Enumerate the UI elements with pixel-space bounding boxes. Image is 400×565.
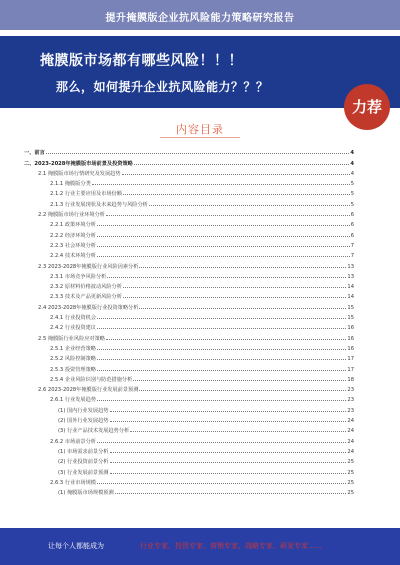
toc-leader-dots <box>134 164 350 165</box>
toc-entry-title: 一、前言 <box>24 150 45 157</box>
toc-entry-page: 6 <box>350 212 354 219</box>
toc-leader-dots <box>97 442 346 443</box>
toc-leader-dots <box>97 225 350 226</box>
toc-entry-title: 2.2.3 社会环境分析 <box>50 242 96 249</box>
toc-entry-title: 2.3 2023-2028年掩膜版行业风险因素分析 <box>38 263 139 270</box>
toc-entry-page: 25 <box>347 459 354 466</box>
toc-entry-page: 16 <box>347 345 354 352</box>
toc-entry[interactable] <box>24 197 354 207</box>
toc-entry-page: 4 <box>350 150 354 157</box>
toc-leader-dots <box>97 483 346 484</box>
toc-leader-dots <box>46 153 350 154</box>
toc-entry-page: 23 <box>347 387 354 394</box>
toc-entry-title: 2.5.2 风险控制策略 <box>50 356 96 363</box>
toc-entry-page: 24 <box>347 438 354 445</box>
toc-leader-dots <box>123 287 346 288</box>
toc-entry-title: 2.5.1 企业经营策略 <box>50 345 96 352</box>
toc-leader-dots <box>110 411 347 412</box>
toc-entry[interactable] <box>24 167 354 177</box>
toc-entry-title: (2) 行业投资前景分析 <box>58 459 109 466</box>
toc-entry-title: 2.3.2 原材料价格波动风险分析 <box>50 284 122 291</box>
toc-divider <box>160 137 240 138</box>
toc-entry-title: (1) 国内行业发展趋势 <box>58 407 109 414</box>
toc-entry-page: 7 <box>350 242 354 249</box>
toc-entry-title: 2.4.2 行业投资建议 <box>50 325 96 332</box>
toc-leader-dots <box>92 184 350 185</box>
toc-entry-title: 2.6 2023-2028年掩膜版行业发展前景预测 <box>38 387 139 394</box>
toc-entry-title: 2.1.3 行业发展现状及未来趋势与风险分析 <box>50 201 148 208</box>
toc-entry-title: 2.6.3 行业市场规模 <box>50 479 96 486</box>
toc-entry-page: 14 <box>347 284 354 291</box>
toc-entry[interactable] <box>24 300 354 310</box>
toc-entry-page: 25 <box>347 479 354 486</box>
toc-entry-title: 2.2.2 经济环境分析 <box>50 232 96 239</box>
toc-entry-title: 2.2.4 技术环境分析 <box>50 253 96 260</box>
toc-leader-dots <box>97 256 350 257</box>
toc-entry-page: 4 <box>350 170 354 177</box>
toc-entry-title: 2.1.2 行业主要应用及市场份额 <box>50 191 122 198</box>
toc-leader-dots <box>97 370 346 371</box>
toc-entry-title: (1) 掩膜版市场规模预测 <box>58 490 114 497</box>
toc-entry[interactable] <box>24 476 354 486</box>
toc-entry[interactable] <box>24 383 354 393</box>
toc-entry[interactable] <box>24 486 354 496</box>
report-title: 提升掩膜版企业抗风险能力策略研究报告 <box>105 13 295 24</box>
toc-entry[interactable] <box>24 249 354 259</box>
toc-entry-title: 2.5.4 企业风险识别与防范措施分析 <box>50 376 133 383</box>
toc-entry[interactable] <box>24 146 354 156</box>
toc-entry[interactable] <box>24 321 354 331</box>
toc-entry-page: 24 <box>347 418 354 425</box>
toc-entry-page: 23 <box>347 407 354 414</box>
toc-entry-page: 5 <box>350 191 354 198</box>
toc-entry-page: 17 <box>347 366 354 373</box>
toc-entry-page: 5 <box>350 201 354 208</box>
toc-entry[interactable] <box>24 393 354 403</box>
toc-entry-page: 24 <box>347 428 354 435</box>
toc-entry-page: 23 <box>347 397 354 404</box>
toc-entry[interactable] <box>24 290 354 300</box>
toc-leader-dots <box>139 267 346 268</box>
toc-entry-page: 6 <box>350 232 354 239</box>
toc-leader-dots <box>123 194 350 195</box>
toc-entry-page: 24 <box>347 448 354 455</box>
toc-entry-title: 2.2 掩膜版市场行业环境分析 <box>38 212 105 219</box>
toc-entry-title: (2) 国外行业发展趋势 <box>58 418 109 425</box>
report-footer <box>0 528 400 565</box>
toc-entry-page: 18 <box>347 376 354 383</box>
toc-entry[interactable] <box>24 228 354 238</box>
toc-entry-page: 17 <box>347 356 354 363</box>
toc-leader-dots <box>139 308 346 309</box>
toc-entry-page: 25 <box>347 469 354 476</box>
toc-leader-dots <box>106 215 350 216</box>
toc-leader-dots <box>133 380 346 381</box>
report-header <box>0 0 400 30</box>
toc-title: 内容目录 <box>176 123 224 136</box>
toc-leader-dots <box>110 452 347 453</box>
toc-entry[interactable] <box>24 239 354 249</box>
toc-leader-dots <box>97 349 346 350</box>
toc-leader-dots <box>97 400 346 401</box>
toc-entry[interactable] <box>24 218 354 228</box>
toc-entry[interactable] <box>24 280 354 290</box>
toc-entry[interactable] <box>24 311 354 321</box>
toc-entry-title: 2.1.1 掩膜版分类 <box>50 181 91 188</box>
banner-headline: 掩膜版市场都有哪些风险！！！ <box>40 53 243 69</box>
toc-entry[interactable] <box>24 373 354 383</box>
footer-roles: 行业专家、投资专家、营销专家、战略专家、研发专家…… <box>140 542 322 550</box>
toc-entry-page: 7 <box>350 253 354 260</box>
table-of-contents <box>24 146 354 496</box>
toc-entry[interactable] <box>24 403 354 413</box>
toc-leader-dots <box>139 390 346 391</box>
toc-leader-dots <box>97 318 346 319</box>
toc-entry-title: 2.4.1 行业投资机会 <box>50 315 96 322</box>
recommend-seal: 力荐 <box>344 84 390 130</box>
footer-slogan: 让每个人都能成为 <box>48 542 104 550</box>
toc-leader-dots <box>107 277 346 278</box>
toc-entry[interactable] <box>24 156 354 166</box>
toc-entry[interactable] <box>24 259 354 269</box>
toc-leader-dots <box>97 246 350 247</box>
promo-banner <box>0 36 400 116</box>
toc-entry[interactable] <box>24 342 354 352</box>
toc-entry-title: 2.6.2 市场前景分析 <box>50 438 96 445</box>
toc-leader-dots <box>97 328 346 329</box>
toc-entry[interactable] <box>24 445 354 455</box>
toc-entry-page: 16 <box>347 335 354 342</box>
toc-leader-dots <box>123 297 346 298</box>
toc-entry-page: 15 <box>347 304 354 311</box>
toc-entry-title: 2.3.1 市场竞争风险分析 <box>50 273 107 280</box>
toc-entry-title: (3) 行业产品技术发展趋势分析 <box>58 428 130 435</box>
toc-entry-page: 5 <box>350 181 354 188</box>
toc-leader-dots <box>110 473 347 474</box>
toc-entry-title: 2.1 掩膜版市场行情研究及发展趋势 <box>38 170 121 177</box>
toc-entry[interactable] <box>24 465 354 475</box>
toc-entry-title: 2.6.1 行业发展趋势 <box>50 397 96 404</box>
toc-entry-title: 二、2023-2028年掩膜版市场前景及投资策略 <box>24 160 133 167</box>
toc-leader-dots <box>130 431 346 432</box>
toc-leader-dots <box>110 462 347 463</box>
toc-leader-dots <box>106 339 346 340</box>
toc-leader-dots <box>115 493 347 494</box>
toc-entry-page: 15 <box>347 315 354 322</box>
toc-leader-dots <box>110 421 347 422</box>
toc-leader-dots <box>97 236 350 237</box>
toc-entry-title: 2.5 掩膜版行业风险应对策略 <box>38 335 105 342</box>
toc-entry[interactable] <box>24 434 354 444</box>
toc-entry[interactable] <box>24 424 354 434</box>
toc-entry[interactable] <box>24 331 354 341</box>
toc-entry-page: 13 <box>347 263 354 270</box>
toc-entry-page: 16 <box>347 325 354 332</box>
toc-entry-title: (1) 市场需求前景分析 <box>58 448 109 455</box>
toc-entry-title: (3) 行业发展前景预测 <box>58 469 109 476</box>
toc-entry[interactable] <box>24 177 354 187</box>
toc-entry[interactable] <box>24 362 354 372</box>
toc-entry-page: 6 <box>350 222 354 229</box>
toc-entry[interactable] <box>24 270 354 280</box>
toc-leader-dots <box>149 205 350 206</box>
toc-entry-title: 2.3.3 技术及产品更新风险分析 <box>50 294 122 301</box>
toc-entry-page: 14 <box>347 294 354 301</box>
toc-entry-title: 2.2.1 政策环境分析 <box>50 222 96 229</box>
toc-entry[interactable] <box>24 187 354 197</box>
toc-entry[interactable] <box>24 414 354 424</box>
toc-entry[interactable] <box>24 352 354 362</box>
toc-leader-dots <box>122 174 350 175</box>
banner-subheadline: 那么，如何提升企业抗风险能力？？？ <box>56 80 269 94</box>
toc-entry-title: 2.5.3 投资管理策略 <box>50 366 96 373</box>
toc-entry-page: 13 <box>347 273 354 280</box>
toc-entry-page: 4 <box>350 160 354 167</box>
toc-entry[interactable] <box>24 208 354 218</box>
toc-entry-page: 25 <box>347 490 354 497</box>
toc-leader-dots <box>97 359 346 360</box>
toc-entry[interactable] <box>24 455 354 465</box>
toc-entry-title: 2.4 2023-2028年掩膜版行业投资策略分析 <box>38 304 139 311</box>
